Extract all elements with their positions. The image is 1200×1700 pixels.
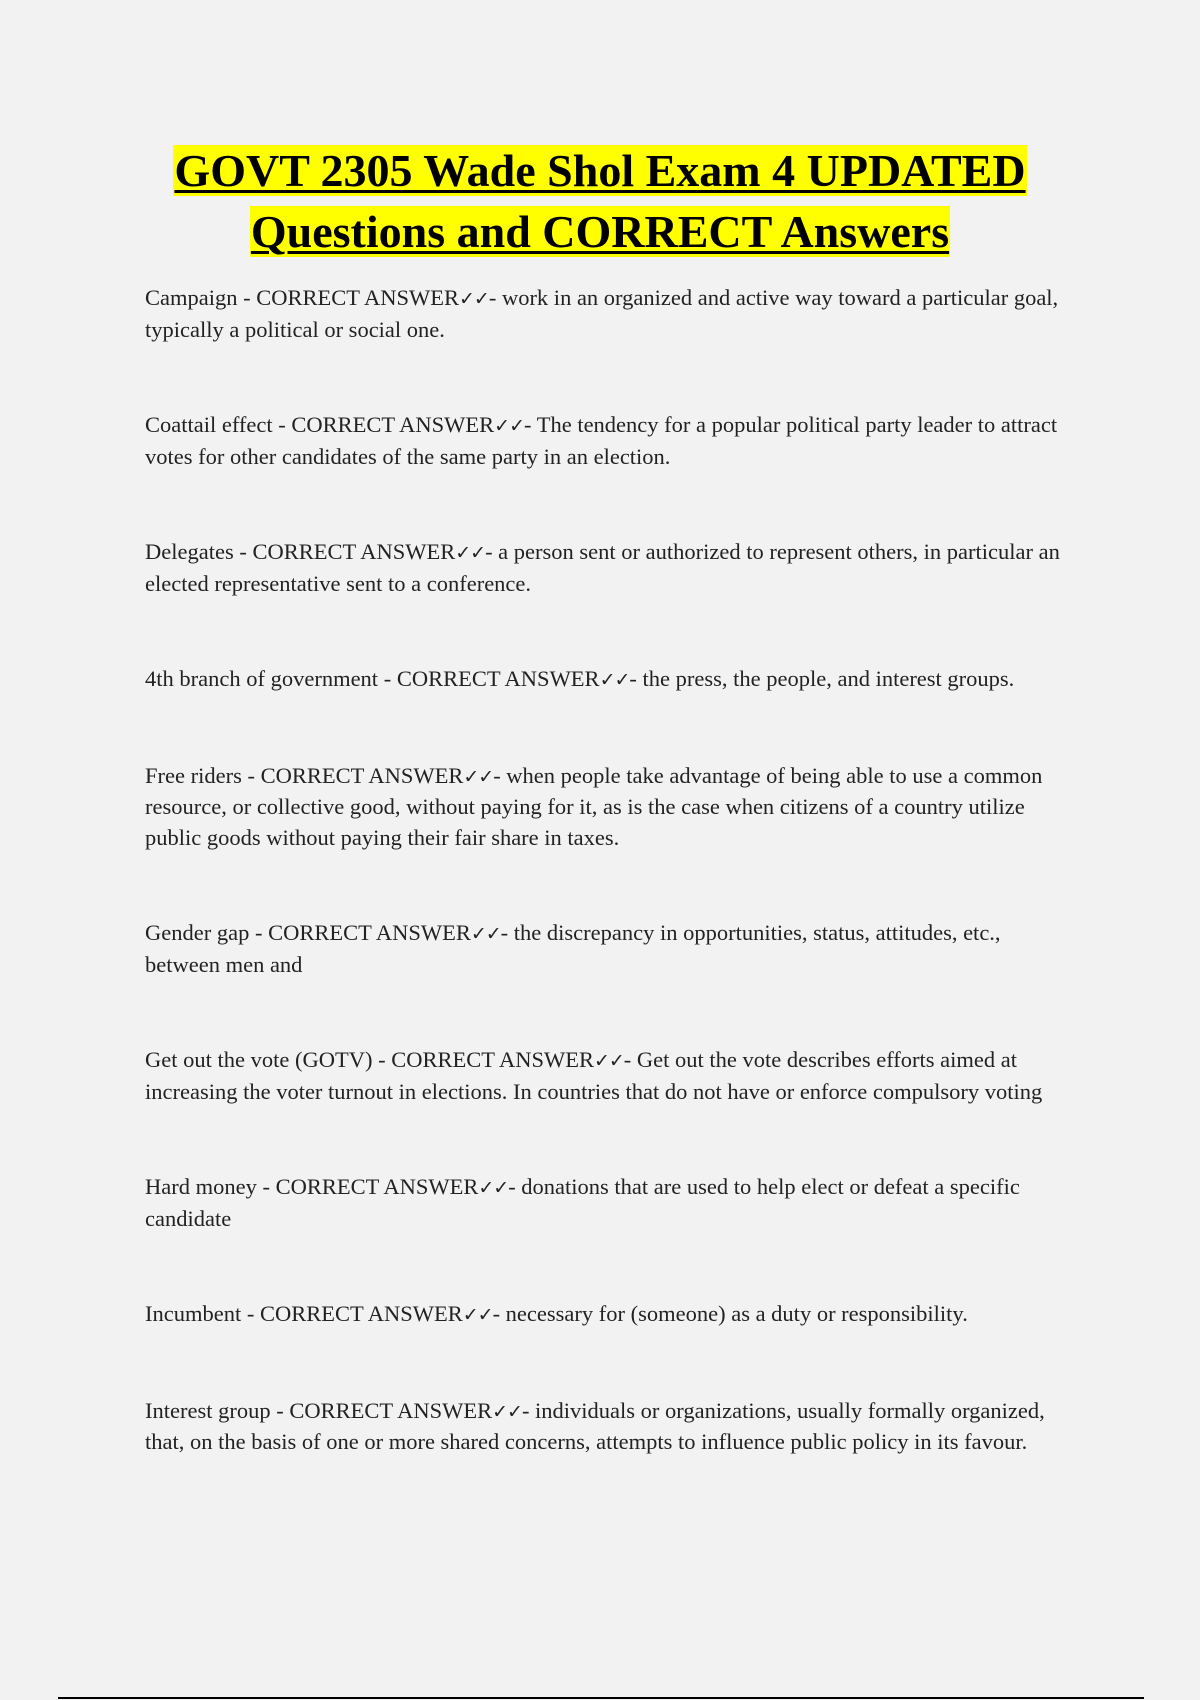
- double-check-icon: ✓✓: [470, 923, 501, 945]
- double-check-icon: ✓✓: [478, 1177, 509, 1199]
- entry-separator: -: [378, 666, 397, 691]
- correct-answer-label: CORRECT ANSWER: [291, 412, 495, 437]
- double-check-icon: ✓✓: [455, 542, 486, 564]
- entry-term: Incumbent: [145, 1301, 242, 1326]
- correct-answer-label: CORRECT ANSWER: [289, 1397, 493, 1423]
- double-check-icon: ✓✓: [463, 765, 494, 788]
- qa-entry: [145, 1396, 1065, 1458]
- entry-term: Hard money: [145, 1174, 257, 1199]
- document-title: [100, 140, 1100, 262]
- entry-term: Delegates: [145, 539, 234, 564]
- entry-definition: - individuals or organizations, usually formally organized, that, on the basis of one or more shared concerns, attempts to influence public policy in its favour.: [145, 1397, 1045, 1454]
- qa-entry-list: [145, 283, 1065, 1523]
- entry-definition: - a person sent or authorized to represent others, in particular an elected representative sent to a conference.: [145, 539, 1060, 596]
- correct-answer-label: CORRECT ANSWER: [252, 539, 456, 564]
- entry-definition: - work in an organized and active way toward a particular goal, typically a political or social one.: [145, 285, 1059, 342]
- correct-answer-label: CORRECT ANSWER: [259, 1301, 463, 1326]
- entry-separator: -: [241, 1301, 260, 1326]
- entry-separator: -: [237, 285, 257, 310]
- qa-entry: [145, 537, 1065, 599]
- entry-definition: - donations that are used to help elect or defeat a specific candidate: [145, 1174, 1020, 1231]
- double-check-icon: ✓✓: [494, 415, 524, 437]
- entry-term: Get out the vote (GOTV): [145, 1047, 373, 1072]
- qa-entry: [145, 410, 1065, 472]
- entry-term: Coattail effect: [145, 412, 273, 437]
- entry-separator: -: [272, 412, 292, 437]
- entry-separator: -: [249, 920, 269, 945]
- entry-definition: - The tendency for a popular political party leader to attract votes for other candidates of the same party in an election.: [145, 412, 1058, 469]
- entry-separator: -: [233, 539, 253, 564]
- entry-definition: - when people take advantage of being able to use a common resource, or collective good, without paying for it, as is the case when citizens of a country utilize public goods without paying their fair share in taxes.: [145, 762, 1043, 850]
- bottom-rule-divider: [58, 1697, 1144, 1699]
- qa-entry: [145, 283, 1065, 345]
- correct-answer-label: CORRECT ANSWER: [391, 1047, 594, 1072]
- qa-entry: [145, 1045, 1065, 1107]
- title-line-2: Questions and CORRECT Answers: [250, 206, 950, 257]
- correct-answer-label: CORRECT ANSWER: [268, 920, 471, 945]
- entry-definition: - the press, the people, and interest groups.: [629, 666, 1015, 691]
- qa-entry: [145, 1299, 1065, 1331]
- qa-entry: [145, 761, 1065, 854]
- correct-answer-label: CORRECT ANSWER: [256, 285, 459, 310]
- entry-term: Gender gap: [145, 920, 250, 945]
- entry-term: Interest group: [145, 1397, 271, 1423]
- entry-term: Free riders: [145, 762, 242, 788]
- entry-separator: -: [270, 1397, 290, 1423]
- double-check-icon: ✓✓: [599, 669, 630, 691]
- entry-separator: -: [241, 762, 261, 788]
- double-check-icon: ✓✓: [492, 1400, 522, 1423]
- double-check-icon: ✓✓: [593, 1050, 624, 1072]
- title-line-1: GOVT 2305 Wade Shol Exam 4 UPDATED: [174, 145, 1026, 196]
- entry-definition: - the discrepancy in opportunities, status, attitudes, etc., between men and: [145, 920, 1001, 977]
- double-check-icon: ✓✓: [462, 1304, 493, 1326]
- qa-entry: [145, 918, 1065, 980]
- qa-entry: [145, 664, 1065, 696]
- correct-answer-label: CORRECT ANSWER: [396, 666, 600, 691]
- entry-separator: -: [256, 1174, 276, 1199]
- correct-answer-label: CORRECT ANSWER: [260, 762, 464, 788]
- entry-definition: - Get out the vote describes efforts aimed at increasing the voter turnout in elections. In countries that do not have or enforce compulsory voting: [145, 1047, 1043, 1104]
- entry-definition: - necessary for (someone) as a duty or responsibility.: [492, 1301, 968, 1326]
- entry-term: 4th branch of government: [145, 666, 379, 691]
- entry-separator: -: [372, 1047, 392, 1072]
- correct-answer-label: CORRECT ANSWER: [275, 1174, 479, 1199]
- qa-entry: [145, 1172, 1065, 1234]
- entry-term: Campaign: [145, 285, 238, 310]
- double-check-icon: ✓✓: [458, 288, 489, 310]
